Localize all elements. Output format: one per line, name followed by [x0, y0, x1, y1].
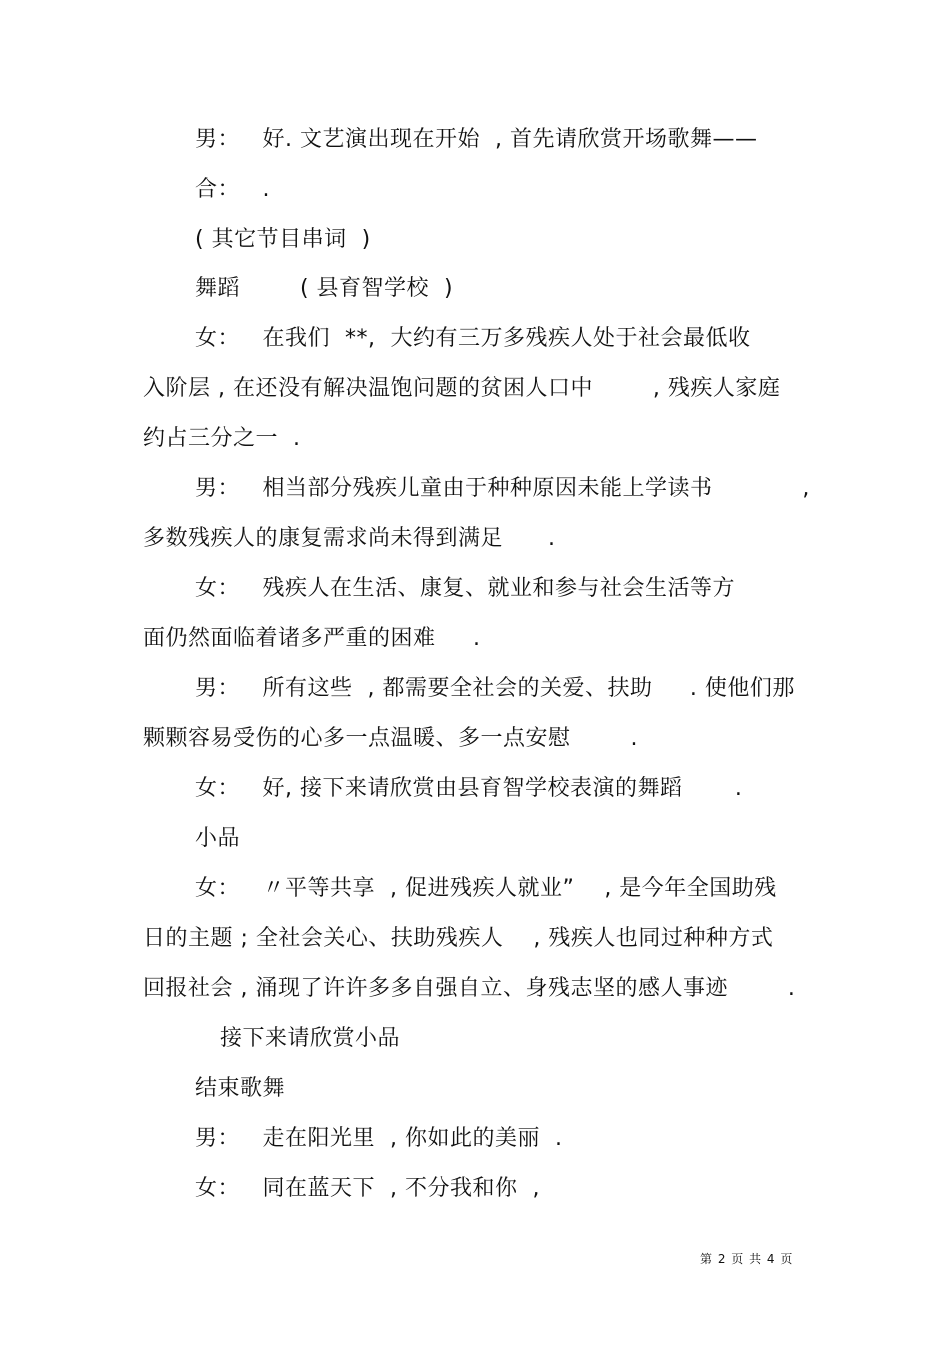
text-line: ( 其它节目串词 ): [195, 227, 371, 252]
text-line: 男： 好. 文艺演出现在开始 , 首先请欣赏开场歌舞——: [195, 127, 758, 152]
text-line: 面仍然面临着诸多严重的困难 .: [143, 626, 481, 651]
page-number-footer: 第 2 页 共 4 页: [700, 1252, 794, 1266]
text-line: 入阶层 , 在还没有解决温饱问题的贫困人口中 , 残疾人家庭: [143, 376, 781, 401]
text-line: 舞蹈 ( 县育智学校 ): [195, 276, 454, 301]
text-line: 男： 相当部分残疾儿童由于种种原因未能上学读书 ,: [195, 476, 810, 501]
text-line: 女： 〃平等共享 , 促进残疾人就业” , 是今年全国助残: [195, 876, 777, 901]
text-line: 颗颗容易受伤的心多一点温暖、多一点安慰 .: [143, 726, 638, 751]
text-line: 回报社会 , 涌现了许许多多自强自立、身残志坚的感人事迹 .: [143, 976, 796, 1001]
text-line: 女： 在我们 **, 大约有三万多残疾人处于社会最低收: [195, 326, 751, 351]
text-line: 多数残疾人的康复需求尚未得到满足 .: [143, 526, 556, 551]
text-line: 男： 走在阳光里 , 你如此的美丽 .: [195, 1126, 563, 1151]
text-line: 女： 残疾人在生活、康复、就业和参与社会生活等方: [195, 576, 735, 601]
text-line: 结束歌舞: [195, 1076, 286, 1101]
text-line: 接下来请欣赏小品: [220, 1026, 401, 1051]
text-line: 约占三分之一 .: [143, 426, 301, 451]
text-line: 合： .: [195, 177, 270, 202]
text-line: 女： 好, 接下来请欣赏由县育智学校表演的舞蹈 .: [195, 776, 743, 801]
text-line: 女： 同在蓝天下 , 不分我和你 ,: [195, 1176, 540, 1201]
text-line: 日的主题 ; 全社会关心、扶助残疾人 , 残疾人也同过种种方式: [143, 926, 774, 951]
text-line: 小品: [195, 826, 241, 851]
text-line: 男： 所有这些 , 都需要全社会的关爱、扶助 . 使他们那: [195, 676, 795, 701]
